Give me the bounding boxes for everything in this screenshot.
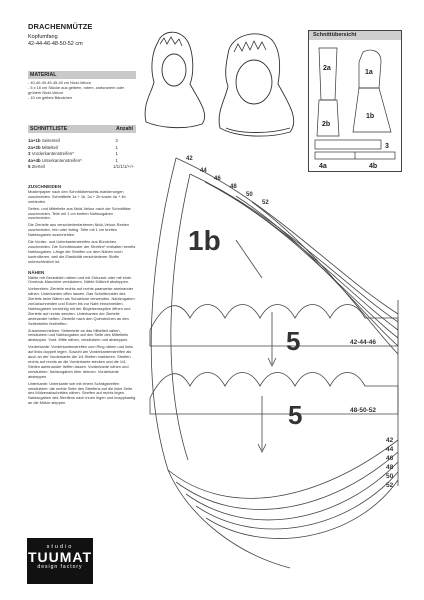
instruction-paragraph: Nähte mit Geradstich nähen und mit Zickzack oder mit einer Overlock-Maschine versäubern. Nähte füßbreit absteppen. bbox=[28, 274, 132, 285]
hem-size-label: 44 bbox=[386, 446, 394, 453]
arc-size-labels bbox=[186, 156, 269, 206]
overview-label-4a: 4a bbox=[319, 163, 327, 170]
arc-size-label: 52 bbox=[262, 200, 269, 206]
hem-size-label: 42 bbox=[386, 437, 394, 444]
arc-size-label: 42 bbox=[186, 156, 193, 162]
instruction-paragraph: Zusammennetzen: Seitenteile an das Mittelteil nähen, versäubern und Nahtzugaben auf den Seite des Mittelteils absteppen. Vord. Mitte nähen, versäubern und absteppen. bbox=[28, 327, 129, 343]
page-title: DRACHENMÜTZE bbox=[28, 22, 93, 31]
overview-label-2a: 2a bbox=[323, 65, 331, 72]
overview-label-1a: 1a bbox=[365, 69, 373, 76]
overview-label-2b: 2b bbox=[322, 121, 331, 128]
section-heading: ZUSCHNEIDEN bbox=[28, 184, 62, 189]
section-heading: NÄHEN bbox=[28, 269, 45, 275]
piece-label-5: 5 bbox=[288, 400, 303, 430]
overview-label-4b: 4b bbox=[369, 163, 378, 170]
arc-size-label: 46 bbox=[214, 176, 221, 182]
piece-label-5: 5 bbox=[286, 326, 301, 356]
instruction-paragraph: Die Vorder- und Unterkantenstreifen aus Bündchen zuschneiden. Die Schnittmuster der Streifen* enthalten bereits Nahtzugaben. Länge der Streifen vor dem Nähen noch kontrollieren, weil die Elastizität verschiedener Stoffe unterschiedlich ist. bbox=[28, 239, 136, 264]
material-heading: MATERIAL bbox=[28, 71, 136, 79]
size-range: 42-44-46-48-50-52 cm bbox=[28, 41, 83, 47]
overview-title: Schnittübersicht bbox=[309, 31, 401, 40]
arc-size-label: 50 bbox=[246, 192, 253, 198]
overview-label-1b: 1b bbox=[366, 113, 375, 120]
material-line: - 5 x 16 cm Stücke aus gelbem, rotem, zartoranem oder grünem Nicki-Velour bbox=[28, 84, 125, 95]
hem-size-label: 52 bbox=[386, 482, 394, 489]
cutlist-row: 5 Zierteil 1/1/1/1/+/+ bbox=[28, 164, 134, 170]
band-sizes-1: 42-44-46 bbox=[350, 339, 377, 346]
material-line: - 40-40-40-45-45-45 cm Nicki-Velour bbox=[28, 80, 91, 85]
material-line: - 10 cm gelbes Bändchen bbox=[28, 94, 73, 100]
hem-size-labels bbox=[386, 437, 394, 489]
instruction-paragraph: Vorderkante: Vorderkantenstreifen zum Ring nähen und links auf links doppelt legen. Sowohl am Vorderkantenstreifen als auch an der Vorderkante die 1/4-Stellen markieren. Streifen rechts auf rechts an die Vorderkante stecken und die 1/4-Stellen aufeinander treffen lassen. Vorderkante nähen und versäubern. Nahtzugaben über dehnen. Vorderkante absteppen. bbox=[28, 344, 133, 379]
overview-label-3: 3 bbox=[385, 143, 389, 150]
cutlist-row: 3 Vorderkantenstreifen* 1 bbox=[28, 151, 118, 157]
instruction-paragraph: Musterpapier nach den Schnittübersichts-markierungen zuschneiden. Schnittteile 1a + 1b, 2a + 2b sowie 4a + 4b verbinden. bbox=[28, 188, 126, 204]
arc-size-label: 44 bbox=[200, 168, 207, 174]
instruction-paragraph: Seiten- und Mittelteile aus Nicki-Velour nach der Schnittliste zuschneiden. Teile mit 1 cm breiten Nahtzugaben zuschneiden. bbox=[28, 205, 131, 221]
hem-size-label: 46 bbox=[386, 455, 394, 462]
piece-label-1b: 1b bbox=[188, 225, 221, 256]
cutlist-row: 1a+1b Seitenteil 2 bbox=[28, 138, 118, 143]
instruction-paragraph: Die Zierteile aus verschiedenfarbenen Nicki-Velour-Resten zuschneiden, rein oder farbig. Teile mit 1 cm breiten Nahtzugaben zuschneiden. bbox=[28, 222, 129, 238]
cutlist-row: 2a+2b Mittelteil 1 bbox=[28, 144, 118, 150]
cutlist-heading: SCHNITTLISTE Anzahl bbox=[28, 125, 136, 133]
instruction-paragraph: Vorbereiten: Zierteile rechts auf rechts paarweise aneinander nähen. Unterkanten offen lassen. Das Schnittmuster des Zierteils beim Nähen als Schablone verwenden. Nahtzugaben zurückschneiden und Ecken bis zur Naht einschneiden. Nahtzugaben vorsichtig mit der Bügelsensspitze öffnen und Zierteile auf rechts wenden. Unterkanten der Zierteile aneinander heften. Zierteile nach den Querstrichen an den Seitenteilen festheften. bbox=[28, 286, 135, 326]
instruction-paragraph: Unterkante: Unterkante wie mit einem Schrägstreifen versäubern: die rechte Seite des Streifens auf die linke Seite des Mützenabschnittes nähen. Streifen auf rechts legen. Nahtzugaben des Streifens nach innen legen und knappkantig an die Mütze steppen. bbox=[28, 380, 136, 406]
studio-tuumat-logo: studio TUUMAT design factory bbox=[27, 538, 93, 584]
band-sizes-2: 48-50-52 bbox=[350, 407, 377, 414]
cutlist-row: 4a+4b Unterkantenstreifen* 1 bbox=[28, 157, 118, 163]
cutlist-count-label: Anzahl bbox=[115, 126, 133, 132]
subtitle: Kopfumfang bbox=[28, 34, 58, 40]
arc-size-label: 48 bbox=[230, 184, 237, 190]
hem-size-label: 50 bbox=[386, 473, 394, 480]
hem-arc bbox=[168, 440, 398, 498]
hem-size-label: 48 bbox=[386, 464, 394, 471]
